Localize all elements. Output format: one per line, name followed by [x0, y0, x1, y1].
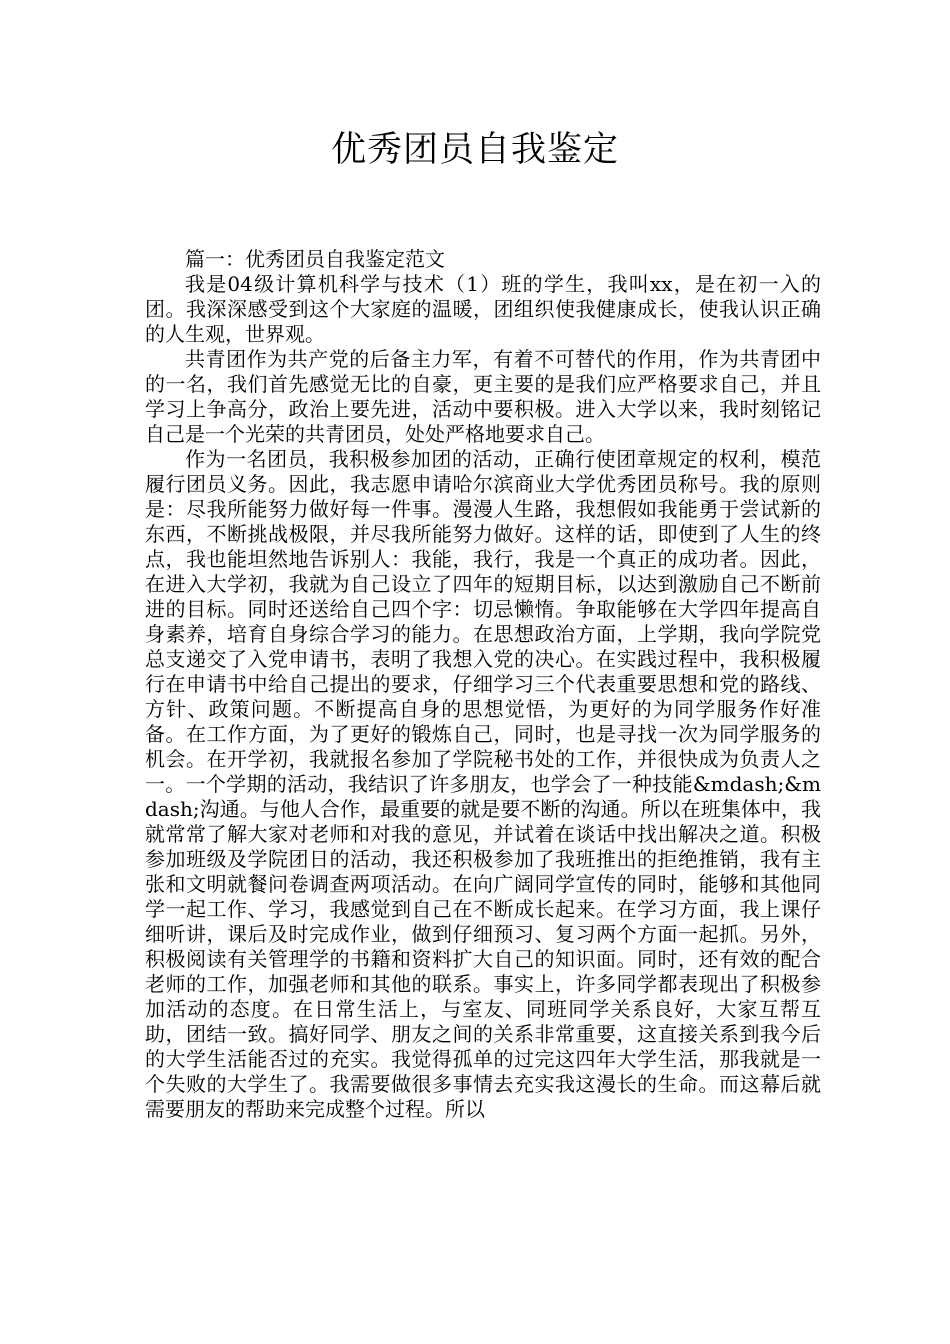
section-heading: 篇一：优秀团员自我鉴定范文 — [185, 247, 445, 271]
document-body — [145, 247, 821, 1122]
paragraph-1: 我是04级计算机科学与技术（1）班的学生，我叫xx，是在初一入的团。我深深感受到这个大家庭的温暖，团组织使我健康成长，使我认识正确的人生观，世界观。 — [145, 272, 821, 346]
paragraph-3: 作为一名团员，我积极参加团的活动，正确行使团章规定的权利，模范履行团员义务。因此，我志愿申请哈尔滨商业大学优秀团员称号。我的原则是：尽我所能努力做好每一件事。漫漫人生路，我想假如我能勇于尝试新的东西，不断挑战极限，并尽我所能努力做好。这样的话，即使到了人生的终点，我也能坦然地告诉别人：我能，我行，我是一个真正的成功者。因此，在进入大学初，我就为自己设立了四年的短期目标，以达到激励自己不断前进的目标。同时还送给自己四个字：切忌懒惰。争取能够在大学四年提高自身素养，培育自身综合学习的能力。在思想政治方面，上学期，我向学院党总支递交了入党申请书，表明了我想入党的决心。在实践过程中，我积极履行在申请书中给自己提出的要求，仔细学习三个代表重要思想和党的路线、方针、政策问题。不断提高自身的思想觉悟，为更好的为同学服务作好准备。在工作方面，为了更好的锻炼自己，同时，也是寻找一次为同学服务的机会。在开学初，我就报名参加了学院秘书处的工作，并很快成为负责人之一。一个学期的活动，我结识了许多朋友，也学会了一种技能&mdash;&mdash;沟通。与他人合作，最重要的就是要不断的沟通。所以在班集体中，我就常常了解大家对老师和对我的意见，并试着在谈话中找出解决之道。积极参加班级及学院团日的活动，我还积极参加了我班推出的拒绝推销，我有主张和文明就餐问卷调查两项活动。在向广阔同学宣传的同时，能够和其他同学一起工作、学习，我感觉到自己在不断成长起来。在学习方面，我上课仔细听讲，课后及时完成作业，做到仔细预习、复习两个方面一起抓。另外，积极阅读有关管理学的书籍和资料扩大自己的知识面。同时，还有效的配合老师的工作，加强老师和其他的联系。事实上，许多同学都表现出了积极参加活动的态度。在日常生活上，与室友、同班同学关系良好，大家互帮互助，团结一致。搞好同学、朋友之间的关系非常重要，这直接关系到我今后的大学生活能否过的充实。我觉得孤单的过完这四年大学生活，那我就是一个失败的大学生了。我需要做很多事情去充实我这漫长的生命。而这幕后就需要朋友的帮助来完成整个过程。所以 — [145, 447, 821, 1121]
page-title: 优秀团员自我鉴定 — [330, 130, 619, 170]
paragraph-2: 共青团作为共产党的后备主力军，有着不可替代的作用，作为共青团中的一名，我们首先感觉无比的自豪，更主要的是我们应严格要求自己，并且学习上争高分，政治上要先进，活动中要积极。进入大学以来，我时刻铭记自己是一个光荣的共青团员，处处严格地要求自己。 — [145, 347, 821, 446]
